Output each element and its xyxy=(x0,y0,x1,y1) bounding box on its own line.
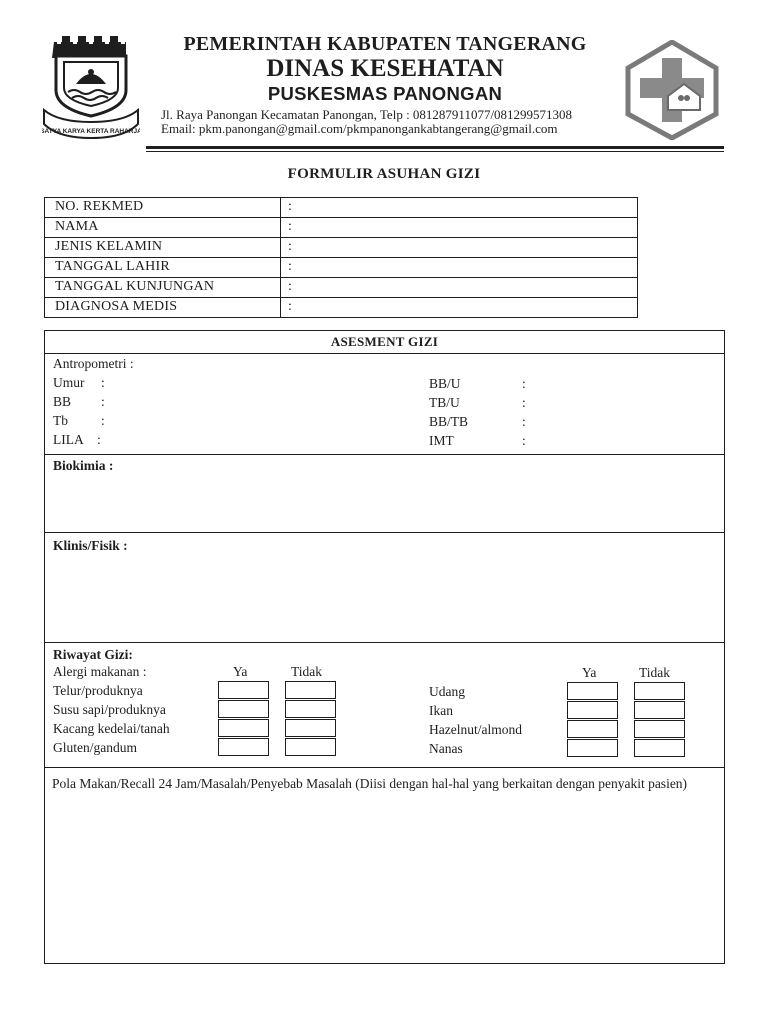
checkbox-ya[interactable] xyxy=(567,701,618,719)
identity-table xyxy=(44,197,638,318)
allergy-item-label: Susu sapi/produknya xyxy=(53,702,166,717)
col-ya-label: Ya xyxy=(582,665,597,680)
antropometri-label: BB/U xyxy=(429,376,461,391)
identity-row-tanggal-kunjungan[interactable] xyxy=(45,278,637,298)
identity-row-diagnosa-medis[interactable] xyxy=(45,298,637,317)
allergy-item-label: Telur/produknya xyxy=(53,683,143,698)
identity-colon: : xyxy=(288,259,292,274)
identity-row-nama[interactable] xyxy=(45,218,637,238)
checkbox-tidak[interactable] xyxy=(634,720,685,738)
antropometri-colon: : xyxy=(101,375,105,390)
allergy-item-label: Udang xyxy=(429,684,465,699)
header-email: Email: pkm.panongan@gmail.com/pkmpanongankabtangerang@gmail.com xyxy=(161,121,558,136)
antropometri-colon: : xyxy=(101,413,105,428)
header-address: Jl. Raya Panongan Kecamatan Panongan, Telp : 081287911077/081299571308 xyxy=(161,107,573,122)
checkbox-ya[interactable] xyxy=(567,739,618,757)
checkbox-tidak[interactable] xyxy=(285,738,336,756)
antropometri-colon: : xyxy=(522,395,526,410)
col-tidak-label: Tidak xyxy=(291,664,323,679)
allergy-item-label: Hazelnut/almond xyxy=(429,722,522,737)
header-rule-thin xyxy=(146,151,724,152)
checkbox-ya[interactable] xyxy=(567,682,618,700)
asesment-gizi-box xyxy=(44,330,725,964)
header-government-name: PEMERINTAH KABUPATEN TANGERANG xyxy=(183,33,587,55)
emblem-motto: SATYA KARYA KERTA RAHARJA xyxy=(42,128,140,135)
riwayat-gizi-heading: Riwayat Gizi: xyxy=(53,647,133,662)
identity-label: TANGGAL LAHIR xyxy=(55,259,170,274)
checkbox-tidak[interactable] xyxy=(634,682,685,700)
antropometri-label: LILA xyxy=(53,432,84,447)
checkbox-tidak[interactable] xyxy=(634,701,685,719)
identity-colon: : xyxy=(288,239,292,254)
identity-row-jenis-kelamin[interactable] xyxy=(45,238,637,258)
antropometri-label: Tb xyxy=(53,413,68,428)
antropometri-label: Umur xyxy=(53,375,85,390)
allergy-item-label: Ikan xyxy=(429,703,453,718)
checkbox-tidak[interactable] xyxy=(285,681,336,699)
identity-row-rekmed[interactable] xyxy=(45,198,637,218)
identity-colon: : xyxy=(288,279,292,294)
antropometri-colon: : xyxy=(522,414,526,429)
identity-label: JENIS KELAMIN xyxy=(55,239,163,254)
checkbox-ya[interactable] xyxy=(567,720,618,738)
antropometri-colon: : xyxy=(522,433,526,448)
identity-label: TANGGAL KUNJUNGAN xyxy=(55,279,215,294)
col-tidak-label: Tidak xyxy=(639,665,671,680)
checkbox-ya[interactable] xyxy=(218,681,269,699)
antropometri-label: TB/U xyxy=(429,395,460,410)
checkbox-tidak[interactable] xyxy=(285,719,336,737)
identity-colon: : xyxy=(288,199,292,214)
pola-makan-instruction[interactable]: Pola Makan/Recall 24 Jam/Masalah/Penyebab Masalah (Diisi dengan hal-hal yang berkaitan dengan penyakit pasien) xyxy=(52,776,688,791)
antropometri-colon: : xyxy=(97,432,101,447)
header-puskesmas-name: PUSKESMAS PANONGAN xyxy=(267,83,503,104)
identity-colon: : xyxy=(288,299,292,314)
identity-row-tanggal-lahir[interactable] xyxy=(45,258,637,278)
checkbox-ya[interactable] xyxy=(218,738,269,756)
antropometri-label: BB/TB xyxy=(429,414,469,429)
antropometri-heading: Antropometri : xyxy=(53,356,134,371)
biokimia-label: Biokimia : xyxy=(53,458,114,473)
identity-colon: : xyxy=(288,219,292,234)
checkbox-tidak[interactable] xyxy=(285,700,336,718)
checkbox-ya[interactable] xyxy=(218,719,269,737)
identity-label: DIAGNOSA MEDIS xyxy=(55,299,178,314)
antropometri-label: IMT xyxy=(429,433,454,448)
antropometri-label: BB xyxy=(53,394,72,409)
identity-label: NO. REKMED xyxy=(55,199,144,214)
alergi-makanan-label: Alergi makanan : xyxy=(53,664,147,679)
form-title: FORMULIR ASUHAN GIZI xyxy=(287,166,481,182)
asesment-title: ASESMENT GIZI xyxy=(330,334,439,349)
kabupaten-tangerang-emblem-icon xyxy=(42,34,140,146)
identity-label: NAMA xyxy=(55,219,99,234)
allergy-item-label: Nanas xyxy=(429,741,463,756)
antropometri-colon: : xyxy=(522,376,526,391)
klinis-fisik-label: Klinis/Fisik : xyxy=(53,538,128,553)
puskesmas-logo-icon xyxy=(624,40,720,140)
header-department-name: DINAS KESEHATAN xyxy=(266,55,504,82)
antropometri-colon: : xyxy=(101,394,105,409)
allergy-item-label: Kacang kedelai/tanah xyxy=(53,721,170,736)
allergy-item-label: Gluten/gandum xyxy=(53,740,137,755)
header-rule xyxy=(146,146,724,149)
checkbox-ya[interactable] xyxy=(218,700,269,718)
col-ya-label: Ya xyxy=(233,664,248,679)
checkbox-tidak[interactable] xyxy=(634,739,685,757)
